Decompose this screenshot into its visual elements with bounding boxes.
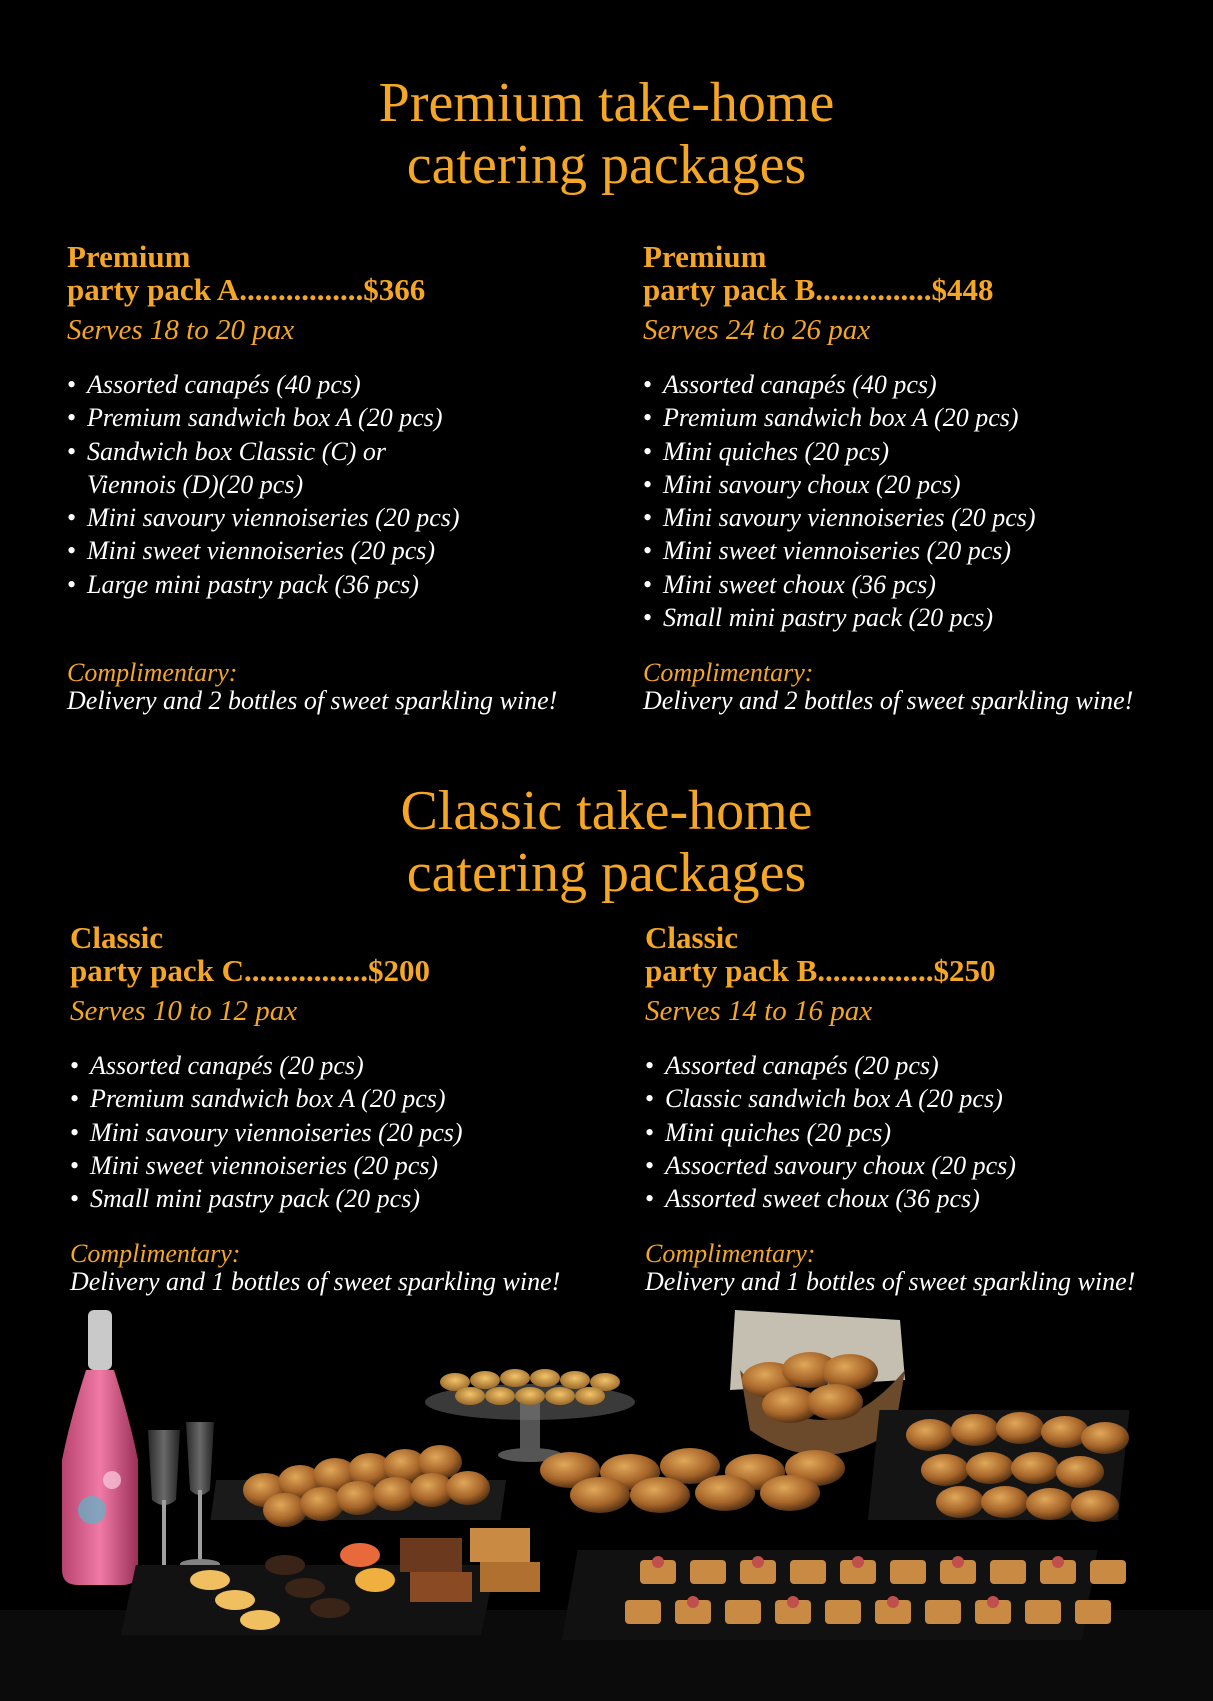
classic-pack-b: [645, 920, 1185, 1296]
pack-name-price: party pack C................$200: [70, 953, 430, 988]
catering-food-photo: [0, 1310, 1213, 1701]
list-item: • Assorted canapés (40 pcs): [643, 368, 1183, 401]
complimentary-text: Delivery and 2 bottles of sweet sparkling wine!: [643, 686, 1134, 715]
classic-pack-c: [70, 920, 610, 1296]
list-item: • Sandwich box Classic (C) or Viennois (D)(20 pcs): [67, 435, 607, 502]
pack-item-list: [645, 1049, 1185, 1215]
pack-item-list: [67, 368, 607, 601]
champagne-glass-icon: [144, 1422, 220, 1577]
classic-title-line1: Classic take-home: [400, 780, 813, 842]
list-item: • Large mini pastry pack (36 pcs): [67, 568, 607, 601]
list-item: • Premium sandwich box A (20 pcs): [70, 1082, 610, 1115]
complimentary-label: Complimentary:: [70, 1239, 241, 1268]
list-item: • Assorted canapés (20 pcs): [70, 1049, 610, 1082]
complimentary-block: [67, 660, 557, 716]
viennoiserie-tray: [868, 1410, 1130, 1522]
list-item: • Assocrted savoury choux (20 pcs): [645, 1149, 1185, 1182]
pack-name-price: party pack A................$366: [67, 272, 426, 307]
list-item: • Mini savoury viennoiseries (20 pcs): [67, 501, 607, 534]
list-item: • Classic sandwich box A (20 pcs): [645, 1082, 1185, 1115]
pack-name-line1: Classic: [645, 920, 738, 955]
list-item: • Assorted sweet choux (36 pcs): [645, 1182, 1185, 1215]
premium-section-title: [0, 72, 1213, 196]
pack-name-line1: Classic: [70, 920, 163, 955]
complimentary-label: Complimentary:: [645, 1239, 816, 1268]
list-item: • Mini savoury viennoiseries (20 pcs): [643, 501, 1183, 534]
complimentary-block: [643, 660, 1133, 716]
list-item: • Premium sandwich box A (20 pcs): [67, 401, 607, 434]
pack-serves: Serves 18 to 20 pax: [67, 314, 295, 346]
complimentary-label: Complimentary:: [643, 658, 814, 687]
pack-name-line1: Premium: [67, 239, 191, 274]
pack-name-price: party pack B...............$448: [643, 272, 994, 307]
list-item: • Mini sweet viennoiseries (20 pcs): [643, 534, 1183, 567]
list-item: • Mini sweet viennoiseries (20 pcs): [70, 1149, 610, 1182]
complimentary-text: Delivery and 2 bottles of sweet sparkling wine!: [67, 686, 558, 715]
complimentary-text: Delivery and 1 bottles of sweet sparkling wine!: [70, 1267, 561, 1296]
list-item: • Mini savoury choux (20 pcs): [643, 468, 1183, 501]
list-item: • Mini quiches (20 pcs): [645, 1116, 1185, 1149]
complimentary-block: [645, 1241, 1135, 1297]
sandwich-row: [540, 1448, 845, 1513]
list-item: • Premium sandwich box A (20 pcs): [643, 401, 1183, 434]
pack-item-list: [70, 1049, 610, 1215]
list-item: • Assorted canapés (20 pcs): [645, 1049, 1185, 1082]
list-item: • Mini sweet choux (36 pcs): [643, 568, 1183, 601]
classic-section-title: [0, 780, 1213, 904]
wine-bottle-icon: [62, 1310, 138, 1585]
premium-pack-b: [643, 239, 1183, 715]
pack-name-price: party pack B...............$250: [645, 953, 996, 988]
premium-title-line1: Premium take-home: [378, 72, 835, 134]
list-item: • Small mini pastry pack (20 pcs): [70, 1182, 610, 1215]
premium-pack-a: [67, 239, 607, 715]
list-item: • Assorted canapés (40 pcs): [67, 368, 607, 401]
list-item: • Mini savoury viennoiseries (20 pcs): [70, 1116, 610, 1149]
complimentary-text: Delivery and 1 bottles of sweet sparkling wine!: [645, 1267, 1136, 1296]
canape-tray: [562, 1550, 1126, 1640]
complimentary-block: [70, 1241, 560, 1297]
quiche-stand: [425, 1369, 635, 1462]
pack-serves: Serves 14 to 16 pax: [645, 995, 873, 1027]
pack-item-list: [643, 368, 1183, 634]
list-item: • Mini quiches (20 pcs): [643, 435, 1183, 468]
list-item: • Small mini pastry pack (20 pcs): [643, 601, 1183, 634]
classic-title-line2: catering packages: [406, 842, 807, 904]
pack-serves: Serves 10 to 12 pax: [70, 995, 298, 1027]
pack-name-line1: Premium: [643, 239, 767, 274]
complimentary-label: Complimentary:: [67, 658, 238, 687]
pack-serves: Serves 24 to 26 pax: [643, 314, 871, 346]
mini-pastry-tray: [121, 1528, 540, 1635]
list-item: • Mini sweet viennoiseries (20 pcs): [67, 534, 607, 567]
premium-title-line2: catering packages: [406, 134, 807, 196]
